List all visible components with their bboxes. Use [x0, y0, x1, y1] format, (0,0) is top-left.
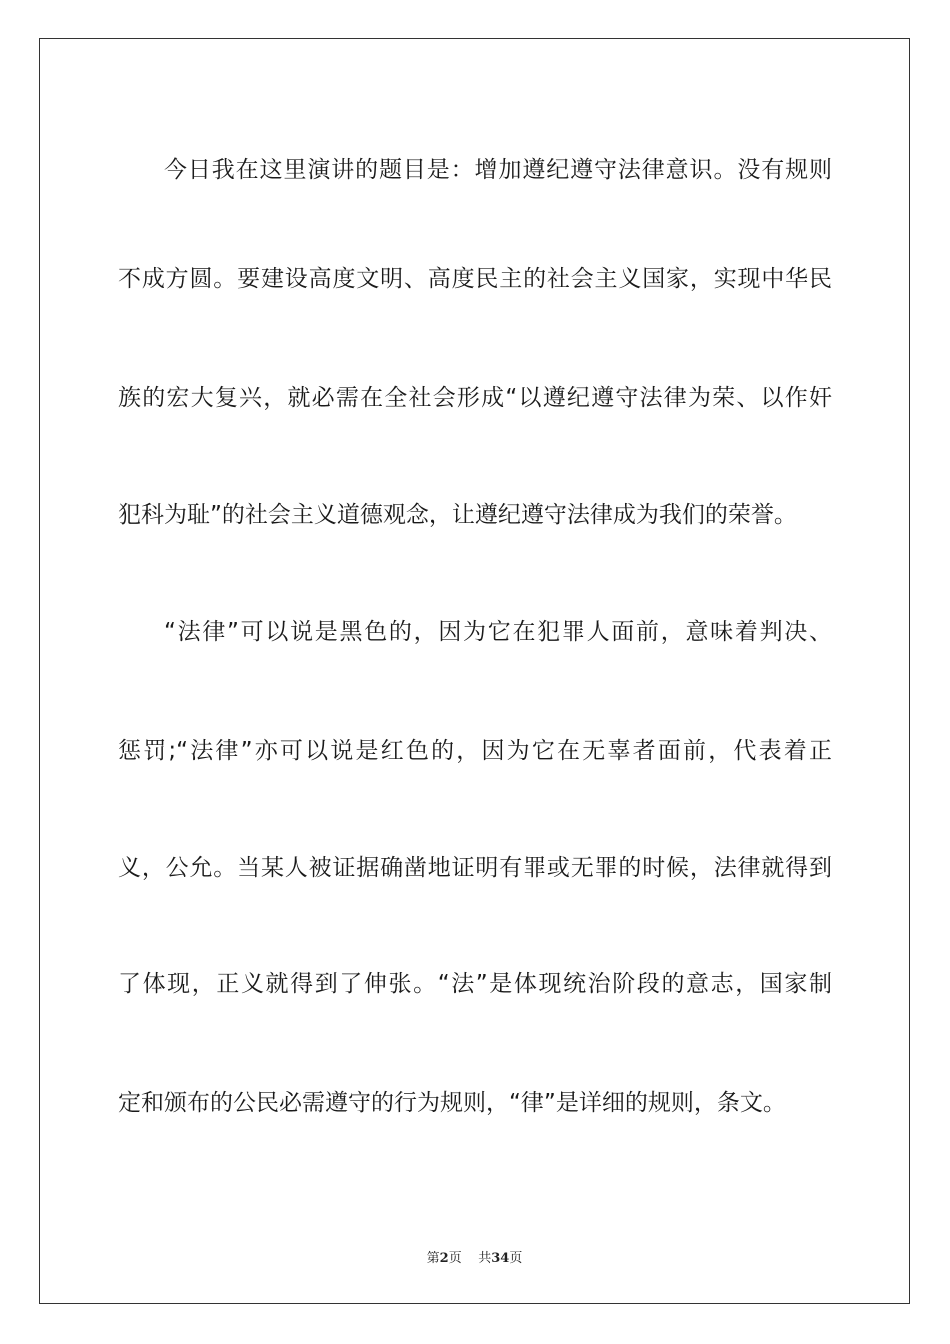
total-suffix: 页	[509, 1251, 523, 1266]
paragraph-1-line-1: 今日我在这里演讲的题目是：增加遵纪遵守法律意识。没有规则	[164, 157, 832, 183]
page-prefix: 第	[426, 1251, 440, 1266]
body-text	[118, 39, 832, 1303]
paragraph-1-line-3: 族的宏大复兴，就必需在全社会形成“以遵纪遵守法律为荣、以作奸	[118, 385, 832, 411]
page-frame	[39, 38, 910, 1304]
paragraph-2-line-5: 定和颁布的公民必需遵守的行为规则，“律”是详细的规则，条文。	[118, 1090, 786, 1116]
total-pages: 34	[491, 1251, 510, 1266]
page-footer	[40, 1247, 909, 1266]
page-number: 2	[439, 1251, 449, 1266]
paragraph-1-line-2: 不成方圆。要建设高度文明、高度民主的社会主义国家，实现中华民	[118, 266, 832, 292]
paragraph-1-line-4: 犯科为耻”的社会主义道德观念，让遵纪遵守法律成为我们的荣誉。	[118, 502, 797, 528]
paragraph-2-line-2: 惩罚;“法律”亦可以说是红色的，因为它在无辜者面前，代表着正	[118, 738, 832, 764]
paragraph-2-line-4: 了体现，正义就得到了伸张。“法”是体现统治阶段的意志，国家制	[118, 971, 832, 997]
paragraph-2-line-1: “法律”可以说是黑色的，因为它在犯罪人面前，意味着判决、	[164, 619, 832, 645]
total-prefix: 共	[478, 1251, 492, 1266]
paragraph-2-line-3: 义，公允。当某人被证据确凿地证明有罪或无罪的时候，法律就得到	[118, 855, 832, 881]
page-suffix: 页	[448, 1251, 462, 1266]
